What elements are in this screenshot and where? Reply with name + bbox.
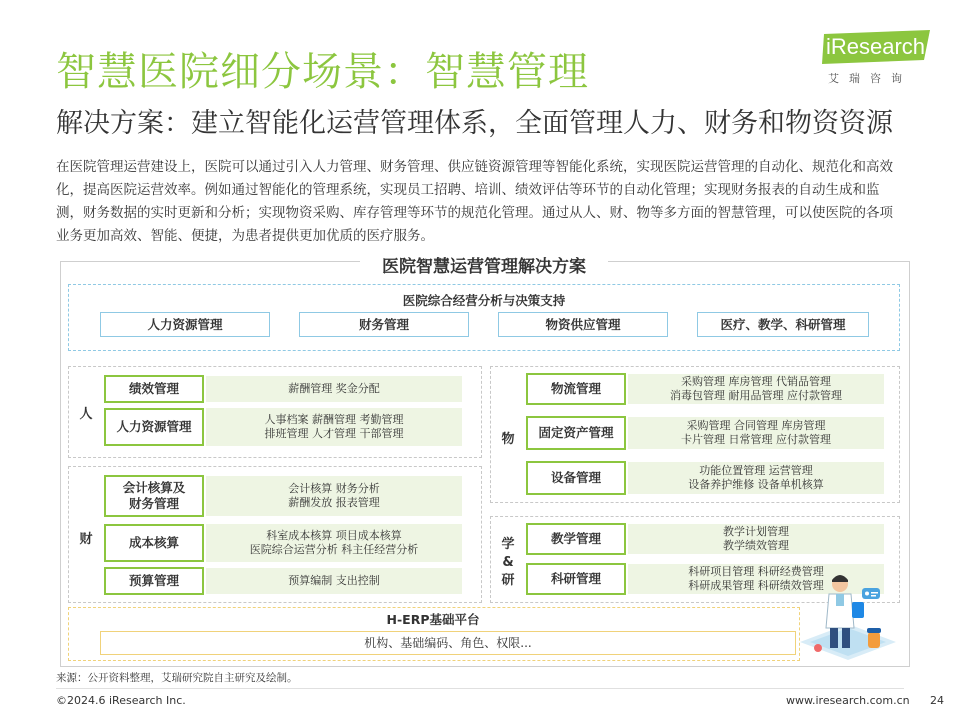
fixed-assets-box: 固定资产管理	[526, 416, 626, 450]
cost-accounting-items: 科室成本核算 项目成本核算 医院综合运营分析 科主任经营分析	[206, 524, 462, 562]
equipment-mgmt-items: 功能位置管理 运营管理 设备养护维修 设备单机核算	[628, 462, 884, 494]
footer-divider	[56, 688, 904, 689]
intro-paragraph: 在医院管理运营建设上，医院可以通过引入人力管理、财务管理、供应链资源管理等智能化系统，实现医院运营管理的自动化、规范化和高效化，提高医院运营效率。例如通过智能化的管理系统，实现员工招聘、培训、绩效评估等环节的自动化管理；实现财务报表的自动生成和监测，财务数据的实时更新和分析；实现物资采购、库存管理等环节的规范化管理。通过从人、财、物等多方面的智慧管理，可以使医院的各项业务更加高效、智能、便捷，为患者提供更加优质的医疗服务。	[56, 159, 893, 244]
accounting-items: 会计核算 财务分析 薪酬发放 报表管理	[206, 476, 462, 516]
copyright: ©2024.6 iResearch Inc.	[56, 694, 186, 707]
page-subtitle: 解决方案：建立智能化运营管理体系，全面管理人力、财务和物资资源	[56, 108, 893, 139]
research-label: 学 & 研	[501, 537, 515, 588]
hr-mgmt-items: 人事档案 薪酬管理 考勤管理 排班管理 人才管理 干部管理	[206, 408, 462, 446]
top-box-supply: 物资供应管理	[498, 312, 668, 337]
page-number: 24	[930, 694, 944, 707]
erp-title: H-ERP基础平台	[386, 612, 480, 627]
doctor-illustration	[796, 568, 900, 664]
logistics-items: 采购管理 库房管理 代销品管理 消毒包管理 耐用品管理 应付款管理	[628, 374, 884, 404]
performance-mgmt-items: 薪酬管理 奖金分配	[206, 376, 462, 402]
budget-mgmt-box: 预算管理	[104, 567, 204, 595]
teaching-mgmt-box: 教学管理	[526, 523, 626, 555]
logo-subtext: 艾瑞咨询	[828, 72, 912, 85]
website-link[interactable]: www.iresearch.com.cn	[786, 694, 910, 707]
performance-mgmt-box: 绩效管理	[104, 375, 204, 403]
top-box-hr: 人力资源管理	[100, 312, 270, 337]
logo-wordmark: iResearch	[826, 34, 926, 59]
decision-support-label: 医院综合经营分析与决策支持	[402, 293, 566, 308]
logistics-box: 物流管理	[526, 373, 626, 405]
budget-mgmt-items: 预算编制 支出控制	[206, 568, 462, 594]
iresearch-logo	[822, 30, 932, 86]
people-label: 人	[79, 407, 93, 422]
erp-content-box: 机构、基础编码、角色、权限...	[100, 631, 796, 655]
cost-accounting-box: 成本核算	[104, 524, 204, 562]
hr-mgmt-box: 人力资源管理	[104, 408, 204, 446]
diagram-title: 医院智慧运营管理解决方案	[360, 252, 608, 277]
equipment-mgmt-box: 设备管理	[526, 461, 626, 495]
accounting-box: 会计核算及 财务管理	[104, 475, 204, 517]
source-note: 来源：公开资料整理，艾瑞研究院自主研究及绘制。	[56, 672, 298, 684]
teaching-mgmt-items: 教学计划管理 教学绩效管理	[628, 524, 884, 554]
top-box-finance: 财务管理	[299, 312, 469, 337]
research-mgmt-items: 科研项目管理 科研经费管理 科研成果管理 科研绩效管理	[628, 564, 884, 594]
finance-label: 财	[79, 532, 93, 547]
top-box-medical: 医疗、教学、科研管理	[697, 312, 869, 337]
goods-label: 物	[501, 432, 515, 447]
page-title: 智慧医院细分场景：智慧管理	[56, 49, 589, 95]
research-mgmt-box: 科研管理	[526, 563, 626, 595]
fixed-assets-items: 采购管理 合同管理 库房管理 卡片管理 日常管理 应付款管理	[628, 417, 884, 449]
